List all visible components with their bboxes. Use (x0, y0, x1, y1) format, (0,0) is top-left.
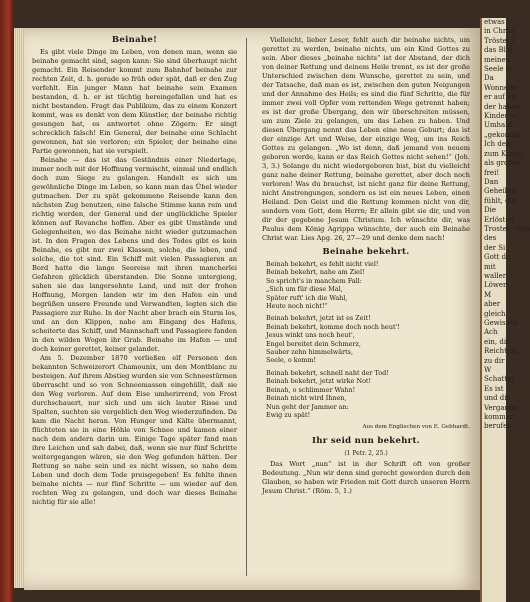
left-column (32, 36, 237, 507)
next-page-line: Ich den (484, 140, 511, 149)
next-page-line: berufen (484, 422, 512, 431)
next-page-line: er auf ein (484, 93, 519, 102)
poem-line: Ewig zu spät! (266, 410, 311, 419)
poem-line: Heute noch nicht!“ (266, 302, 328, 311)
poem-line: Beinah, o schlimmer Wahn! (266, 385, 356, 394)
poem-line: Später ruft' ich die Wahl, (266, 293, 348, 302)
next-page-line: Vergange (484, 403, 518, 412)
paragraph-intro: Vielleicht, lieber Leser, fehlt auch dir beinahe nichts, um gerettet zu werden, beinahe nichts, um ein Kind Gottes zu sein. Aber dieses „beinahe nichts“ ist der Abstand, der dich von deiner Rettung und deinem Heile trennt, es ist der große Unterschied zwischen dem Wunsche, gerettet zu sein, und der Tatsache, daß man es ist, zwischen den guten Neigungen und der Annahme des Heils; es sind die fünf Schritte, die für immer zwei voll Opfer vom rettenden Wege getrennt haben; es ist der große Übergang, den wir überschreiten müssen, um zum Ziele zu gelangen, um das Leben zu haben. Und diesen Übergang nennt das Leben eine neue Geburt; das ist der einzige Art und Weise, der einzige Weg, um ins Reich Gottes zu gelangen. „Wo ist denn, daß jemand von neuem geboren werde, kann er das Reich Gottes nicht sehen!“ (Joh. 3, 3.) Solange du nicht wiedergeboren bist, bist du vielleicht ganz nahe deiner Rettung, beinahe gerettet, aber doch noch verloren! Was du brauchst, ist nicht ganz für deine Rettung, nicht Anstrengungen, sondern es ist ein neues Leben, einen Heiland. Den Geist und die Rettung kommen nicht von dir, sondern vom Gott, dem Herrn; Er allein gibt sie dir, und von dir der gegebene Jesum Christum. Ich wünschte dir, was Paulus dem König Agrippa wünschte, der auch ein Beinahe Christ war. Lies Apg. 26, 27—29 und denke dem nach! (262, 36, 470, 242)
poem-line: „Sich um für diese Mal, (266, 285, 343, 294)
next-page-line: Erlösten (484, 215, 514, 224)
next-page-line: mit (484, 262, 496, 271)
poem-line: Beinah nicht wird Ihnen, (266, 394, 347, 403)
next-page-line: Umhakt, (484, 121, 515, 130)
next-page-line: Geheiligt (484, 187, 517, 196)
next-page-line: zu dir (484, 356, 505, 365)
next-page-line: meinen (484, 55, 511, 64)
next-page-line: W (484, 366, 492, 375)
next-page-line: in Christ (484, 27, 515, 36)
paragraph-2: Beinahe — das ist das Geständnis einer Niederlage, immer noch mit der Hoffnung vermischt, einmal und endlich doch zum Siege zu gelangen. Handelt es sich um gewöhnliche Dinge im Leben, so kann man das Übel wieder gutmachen. Der zu spät gekommene Reisende kann den nächsten Zug benutzen, eine falsche Stimme kann rein und richtig werden, der General und der unglückliche Spieler können auf Revanche hoffen. Aber es gibt Umstände und Gelegenheiten, wo das Beinahe nicht wieder gutzumachen ist. In den Fragen des Lebens und des Todes gibt es kein Beinahe, es gibt nur zwei Klassen, solche, die leben, und solche, die tot sind. Ein Schiff mit vielen Passagieren an Bord hatte die lange Seereise mit ihren mancherlei Gefahren glücklich überstanden. Die Sonne untergieng, sahen sie das langersehnte Land, und mit der frohen Hoffnung, Morgen landen wir im den Hafen ein und begrüßen unsere Freunde und Verwandten, legten sich die Passagiere zur Ruhe. In der Nacht aber brach ein Sturm los, und an den Klippen, nahe am Eingang des Hafens, scheiterte das Schiff, und Mannschaft und Passagiere fanden in den wilden Wogen ihr Grab. Beinahe im Hafen — und doch keiner gerettet, keiner gelandet. (32, 156, 237, 353)
next-page-line: der Si (484, 243, 506, 252)
next-page-line: Kinder wi (484, 112, 519, 121)
poem-line: Jesus winkt uns noch heut', (266, 331, 355, 340)
next-page-line: Trostes, dem (484, 224, 530, 233)
page-edges (14, 28, 24, 588)
poem-line: Beinah bekehrt, schnell naht der Tod! (266, 368, 389, 377)
next-page-line: etwas (484, 18, 505, 26)
next-page-line: kommen (484, 413, 515, 422)
next-page-line: gleich (484, 309, 506, 318)
next-page-line: des (484, 234, 497, 243)
next-page-line: Gott de (484, 253, 511, 262)
paragraph-3: Am 5. Dezember 1870 verließen elf Personen den bekannten Schweizerort Chamounix, um den Montblanc zu besteigen. Auf ihrem Abstieg wurden sie von Schneestürmen überrascht und so von Schneemassen eingehüllt, daß sie den Weg verloren. Auf dem Eise umherirrend, von Frost durchschauert, nur sich und um sich lauter Risse und Spalten, suchten sie vergeblich den Weg wiederzufinden. Da kam die Nacht heran. Von Hunger und Kälte übermannt, flüchteten sie in eine Höhle von Schnee und kamen einer nach dem andern darin um. Einige Tage später fand man ihre Leichen und sah dabei, daß, wenn sie nur fünf Schritte weitergegangen wären, sie den Weg gefunden hätten. Der Rettung so nahe sein und es nicht wissen, so nahe dem Leben und doch dem Tode preisgegeben! Es fehlte ihnen beinahe nichts — nur fünf Schritte — um wieder auf den rechten Weg zu gelangen, und doch war dieses Beinahe nichtig für sie alle! (32, 354, 237, 506)
poem (266, 260, 470, 419)
book-page (24, 28, 480, 590)
poem-line: Beinah bekehrt, es fehlt nicht viel! (266, 260, 379, 268)
next-page-line: waller (484, 271, 507, 280)
poem-line: Seele, o komm! (266, 356, 317, 365)
next-page-line: frei! (484, 168, 500, 177)
poem-line: Sauber zehn himmelwärts, (266, 348, 353, 357)
next-page-line: Wonnebe (484, 83, 517, 92)
poem-stanza-1 (266, 260, 470, 310)
next-page-line: Dan (484, 177, 499, 186)
poem-line: Nun geht der Jammer an: (266, 402, 349, 411)
column-divider (246, 38, 247, 576)
next-page-line: Es ist (484, 384, 504, 393)
next-page-line: zum Kreuz (484, 149, 522, 158)
poem-stanza-2 (266, 314, 470, 364)
next-page-line: Seele se (484, 65, 514, 74)
next-page-line: Löwen (484, 281, 508, 290)
next-page-line: ein, die (484, 337, 511, 346)
section-paragraph: Das Wort „nun“ ist in der Schrift oft von großer Bedeutung. „Nun wir denn sind gerecht geworden durch den Glauben, so haben wir Frieden mit Gott durch unseren Herrn Jesum Christ.“ (Röm. 5, 1.) (262, 460, 470, 496)
next-page-line: „gekomme (484, 130, 523, 139)
next-page-line: aber (484, 300, 501, 309)
poem-title: Beinahe bekehrt. (322, 247, 410, 257)
next-page-line: fühlt, die (484, 196, 516, 205)
next-page-line: als großes (484, 159, 521, 168)
poem-citation: Aus dem Englischen von E. Gebhardt. (362, 424, 470, 431)
poem-line: Engel bereitet dein Schmerz, (266, 339, 361, 348)
right-column (262, 36, 470, 496)
poem-line: Beinah bekehrt, jetzt wirke Not! (266, 377, 372, 386)
book-spine (0, 0, 14, 602)
section-title-bekehrt: Ihr seid nun bekehrt. (312, 436, 420, 447)
next-page-line: Tröstet l (484, 36, 515, 45)
adjacent-page-fragment (480, 18, 530, 602)
poem-line: So spricht's in manchem Fall: (266, 276, 362, 285)
next-page-line: Schatter (484, 375, 515, 384)
next-page-line: Die (484, 206, 496, 215)
next-page-line: und die (484, 394, 511, 403)
poem-line: Beinah bekehrt, komme doch noch heut'! (266, 322, 400, 331)
next-page-line: Da (484, 74, 494, 83)
next-page-line: das Blut (484, 46, 514, 55)
poem-line: Beinah bekehrt, jetzt ist es Zeit! (266, 314, 371, 323)
next-page-line: Gewissen (484, 319, 518, 327)
next-page-line: Reichtum (484, 347, 519, 356)
poem-stanza-3 (266, 369, 470, 419)
scripture-reference: (1 Petr. 2, 25.) (344, 450, 388, 458)
next-page-line: Ach (484, 328, 498, 337)
article-title-beinahe: Beinahe! (111, 35, 158, 45)
paragraph-1: Es gibt viele Dinge im Leben, von denen man, wenn sie beinahe gemacht sind, sagen kann: Sie sind überhaupt nicht gemacht. Ein Reisender kommt zum Bahnhof beinahe zur rechten Zeit, d. h. gerade so früh oder spät, daß er den Zug verfehlt. Ein junger Mann hat beinahe sein Examen bestanden, d. h. er ist tüchtig hereingefallen und hat es nicht bestanden. Fragt das Publikum, das zu einem Konzert kommt, was es denkt von dem Künstler, der beinahe richtig gesungen hat, es antwortet ohne Zögern: Er singt schrecklich falsch! Ein General, der beinahe eine Schlacht gewonnen, hat sie verloren; ein Spieler, der beinahe eine Partie gewonnen, hat sie verspielt. (32, 48, 237, 155)
poem-line: Beinah bekehrt, nahe am Ziel! (266, 268, 365, 277)
next-page-line: M (484, 290, 492, 299)
next-page-line: der haben (484, 102, 521, 111)
